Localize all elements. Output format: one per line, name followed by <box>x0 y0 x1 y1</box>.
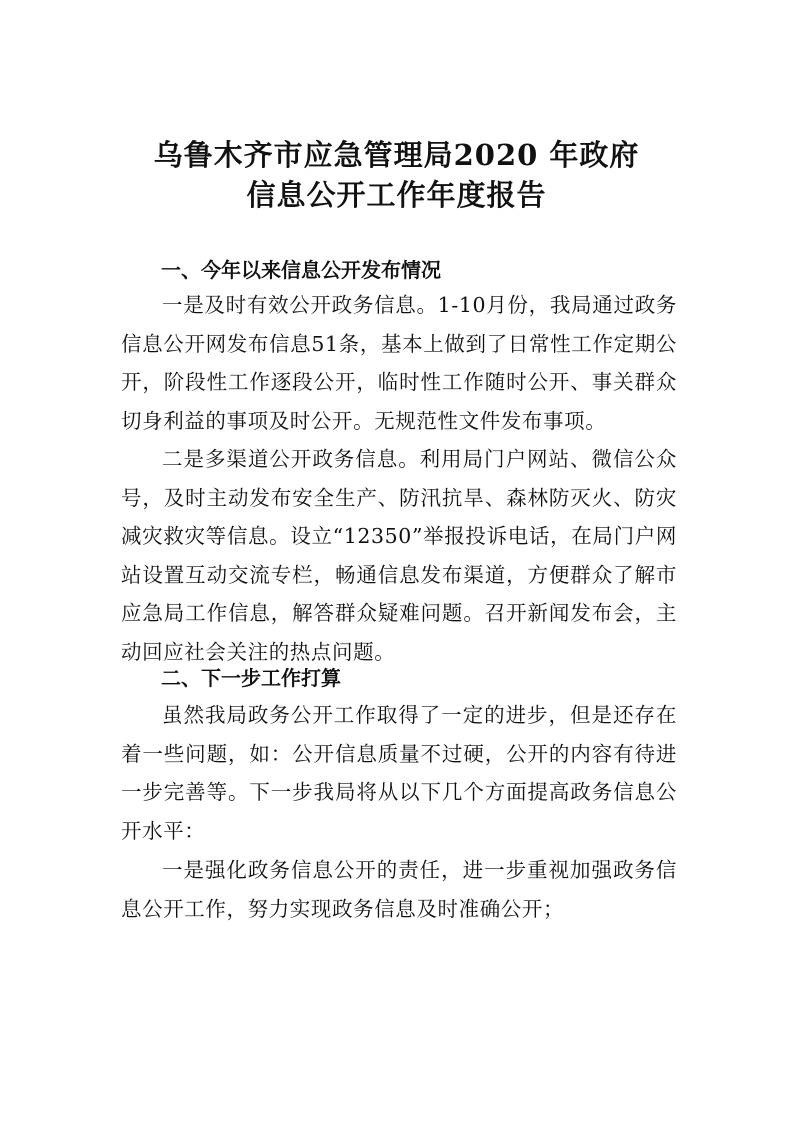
section2-heading: 二、下一步工作打算 <box>161 666 341 690</box>
section1-paragraph-2: 二是多渠道公开政务信息。利用局门户网站、微信公众号，及时主动发布安全生产、防汛抗旱、森林防灭火、防灾减灾救灾等信息。设立“12350”举报投诉电话，在局门户网站设置互动交流专栏，畅通信息发布渠道，方便群众了解市应急局工作信息，解答群众疑难问题。召开新闻发布会，主动回应社会关注的热点问题。 <box>121 447 677 664</box>
section2-paragraph-2: 一是强化政务信息公开的责任，进一步重视加强政务信息公开工作，努力实现政务信息及时准确公开； <box>121 858 677 921</box>
section1-paragraph-1: 一是及时有效公开政务信息。1-10月份，我局通过政务信息公开网发布信息51条，基本上做到了日常性工作定期公开，阶段性工作逐段公开，临时性工作随时公开、事关群众切身利益的事项及时公开。无规范性文件发布事项。 <box>121 293 677 433</box>
document-title-line1: 乌鲁木齐市应急管理局2020 年政府 <box>153 138 640 172</box>
document-title-line2: 信息公开工作年度报告 <box>246 178 547 212</box>
section1-heading: 一、今年以来信息公开发布情况 <box>161 258 441 282</box>
section2-paragraph-1: 虽然我局政务公开工作取得了一定的进步，但是还存在着一些问题，如：公开信息质量不过硬，公开的内容有待进一步完善等。下一步我局将从以下几个方面提高政务信息公开水平： <box>121 703 677 843</box>
